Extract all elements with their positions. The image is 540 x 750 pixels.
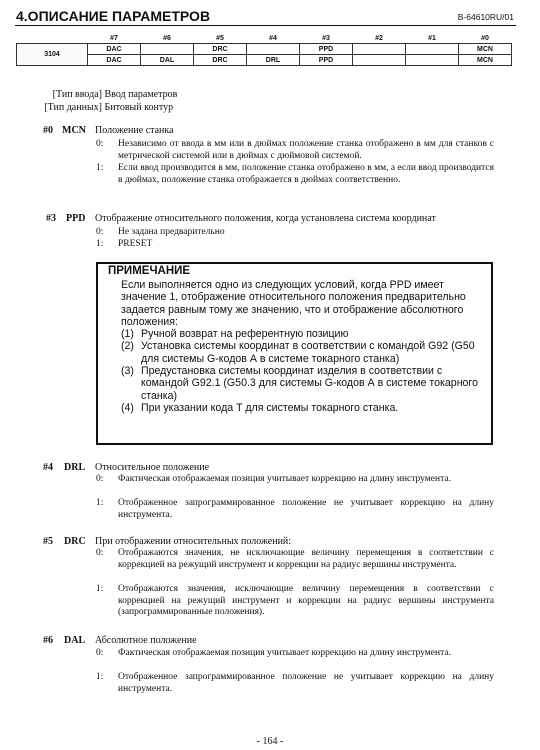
note-item-number: (2) — [121, 340, 134, 353]
options-drl — [96, 474, 494, 526]
option-text: Отображаются значения, исключающие величину перемещения в соответствии с коррекцией на режущий инструмент и коррекции на радиус вершины инструмента (запрограммированные положения). — [118, 584, 494, 617]
note-item-number: (4) — [121, 401, 134, 414]
note-item — [121, 328, 483, 340]
note-item — [121, 402, 483, 414]
bit-table — [16, 34, 512, 66]
option-text: Отображенное запрограммированное положение не учитывает коррекцию на длину инструмента. — [118, 498, 494, 520]
bit-number-drc: #5 — [43, 536, 53, 547]
bit-cell — [247, 44, 300, 55]
option-key: 1: — [96, 672, 104, 682]
bit-name-ppd: PPD — [66, 213, 86, 224]
option-key: 0: — [96, 548, 104, 558]
bit-col-6: #6 — [141, 34, 194, 44]
parameter-meta — [38, 88, 177, 114]
option-key: 0: — [96, 648, 104, 658]
bit-table-row — [17, 55, 512, 66]
bit-number-drl: #4 — [43, 462, 53, 473]
option-text: Фактическая отображаемая позиция учитывает коррекцию на длину инструмента. — [118, 474, 451, 484]
note-title: ПРИМЕЧАНИЕ — [108, 265, 191, 277]
option-text: Отображаются значения, не исключающие величину перемещения в соответствии с коррекцией на режущий инструмент и коррекции на радиус вершины инструмента. — [118, 548, 494, 570]
bit-cell — [353, 44, 406, 55]
bit-table-row — [17, 44, 512, 55]
note-item-text: Предустановка системы координат изделия в соответствии с командой G92.1 (G50.3 для системы G-кодов А в системе токарного станка) — [141, 365, 478, 402]
input-type-label: [Тип ввода] — [52, 89, 102, 100]
note-item — [121, 340, 483, 365]
bit-cell: DAC — [88, 44, 141, 55]
bit-cell: DRL — [247, 55, 300, 66]
option-text: Фактическая отображаемая позиция учитывает коррекцию на длину инструмента. — [118, 648, 451, 658]
page-number: - 164 - — [256, 736, 284, 747]
bit-title-drl: Относительное положение — [95, 462, 210, 473]
note-box — [96, 262, 493, 445]
bit-col-5: #5 — [194, 34, 247, 44]
options-drc — [96, 548, 494, 624]
bit-col-7: #7 — [88, 34, 141, 44]
bit-name-dal: DAL — [64, 635, 86, 646]
data-type-value: Битовый контур — [104, 102, 174, 113]
option-key: 1: — [96, 584, 104, 594]
bit-col-3: #3 — [300, 34, 353, 44]
bit-cell: DRC — [194, 55, 247, 66]
option-text: Отображенное запрограммированное положение не учитывает коррекцию на длину инструмента. — [118, 672, 494, 694]
options-dal — [96, 648, 494, 700]
bit-col-0: #0 — [459, 34, 512, 44]
option-key: 0: — [96, 227, 104, 237]
header-rule — [15, 25, 516, 26]
bit-cell: DAC — [88, 55, 141, 66]
param-number: 3104 — [17, 44, 88, 66]
bit-number-ppd: #3 — [46, 213, 56, 224]
bit-col-4: #4 — [247, 34, 300, 44]
note-item — [121, 365, 483, 402]
options-ppd — [96, 227, 494, 253]
bit-number-dal: #6 — [43, 635, 53, 646]
bit-cell: DRC — [194, 44, 247, 55]
bit-number-mcn: #0 — [43, 125, 53, 136]
document-code: B-64610RU/01 — [457, 12, 514, 22]
bit-cell — [353, 55, 406, 66]
bit-table-header-row — [17, 34, 512, 44]
input-type-value: Ввод параметров — [104, 89, 178, 100]
note-item-text: Установка системы координат в соответствии с командой G92 (G50 для системы G-кодов А в системе токарного станка) — [141, 340, 475, 365]
note-item-number: (1) — [121, 328, 134, 341]
bit-cell — [406, 44, 459, 55]
bit-title-ppd: Отображение относительного положения, когда установлена система координат — [95, 213, 436, 224]
option-text: Независимо от ввода в мм или в дюймах положение станка отображено в мм для станков с метрической системой или в дюймах с дюймовой системой. — [118, 139, 494, 161]
bit-cell: MCN — [459, 55, 512, 66]
note-item-text: При указании кода T для системы токарного станка. — [141, 401, 399, 414]
options-mcn — [96, 139, 494, 199]
bit-title-mcn: Положение станка — [95, 125, 174, 136]
bit-name-drl: DRL — [64, 462, 86, 473]
bit-name-drc: DRC — [64, 536, 86, 547]
bit-col-2: #2 — [353, 34, 406, 44]
bit-cell: DAL — [141, 55, 194, 66]
bit-title-drc: При отображении относительных положений: — [95, 536, 292, 547]
bit-cell: PPD — [300, 44, 353, 55]
page-section-title: 4.ОПИСАНИЕ ПАРАМЕТРОВ — [16, 8, 211, 24]
option-key: 0: — [96, 139, 104, 149]
option-text: Если ввод производится в мм, положение станка отображено в мм, а если ввод производится в дюймах, положение станка отображается в дюймах соответственно. — [118, 163, 494, 185]
data-type-label: [Тип данных] — [44, 102, 102, 113]
bit-cell — [141, 44, 194, 55]
option-key: 1: — [96, 163, 104, 173]
note-item-number: (3) — [121, 365, 134, 378]
bit-cell: PPD — [300, 55, 353, 66]
option-text: Не задана предварительно — [118, 227, 225, 237]
bit-name-mcn: MCN — [62, 125, 86, 136]
bit-title-dal: Абсолютное положение — [95, 635, 197, 646]
bit-cell — [406, 55, 459, 66]
note-intro: Если выполняется одно из следующих условий, когда PPD имеет значение 1, отображение относительного положения предварительно задается равным тому же значению, что и отображение абсолютного положения: — [121, 279, 466, 328]
bit-cell: MCN — [459, 44, 512, 55]
option-key: 0: — [96, 474, 104, 484]
bit-col-1: #1 — [406, 34, 459, 44]
option-text: PRESET — [118, 239, 153, 249]
option-key: 1: — [96, 239, 104, 249]
bit-table-corner — [17, 34, 88, 44]
option-key: 1: — [96, 498, 104, 508]
note-body — [121, 279, 483, 414]
note-item-text: Ручной возврат на референтную позицию — [141, 328, 349, 341]
